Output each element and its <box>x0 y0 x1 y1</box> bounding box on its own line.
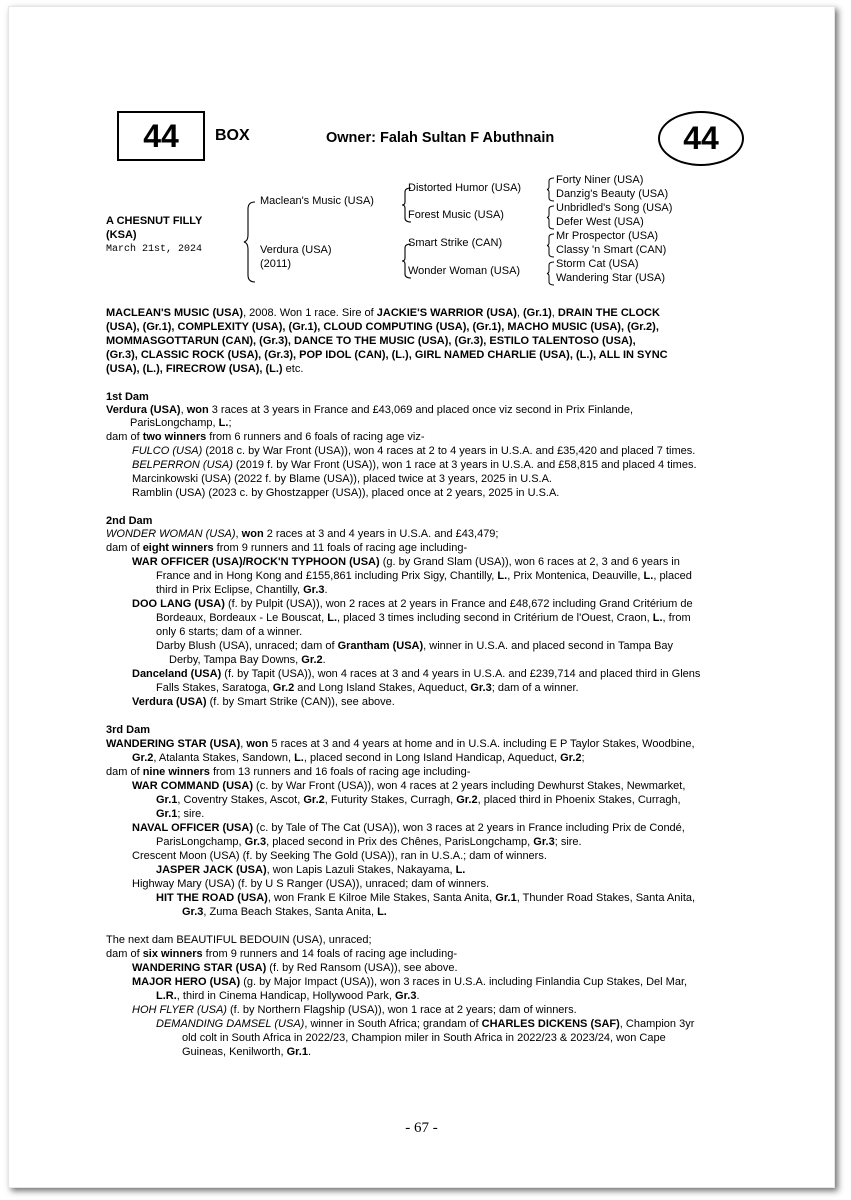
pedigree-g3-1: Forty Niner (USA) <box>556 174 644 186</box>
pedigree-dam: Verdura (USA) <box>260 244 332 256</box>
sire-line-4: (Gr.3), CLASSIC ROCK (USA), (Gr.3), POP IDOL (CAN), (L.), GIRL NAMED CHARLIE (USA), (L.), ALL IN SYNC <box>106 349 668 361</box>
next-dam-wandering-star: WANDERING STAR (USA) (f. by Red Ransom (USA)), see above. <box>132 962 458 974</box>
next-dam-line-1: The next dam BEAUTIFUL BEDOUIN (USA), unraced; <box>106 934 372 946</box>
third-dam-highway-mary: Highway Mary (USA) (f. by U S Ranger (USA)), unraced; dam of winners. <box>132 878 490 890</box>
lot-number-box: 44 <box>117 111 205 161</box>
sire-line-1: MACLEAN'S MUSIC (USA), 2008. Won 1 race. Sire of JACKIE'S WARRIOR (USA), (Gr.1), DRAIN THE CLOCK <box>106 307 660 319</box>
pedigree-brace-g2 <box>546 205 556 230</box>
pedigree-g3-8: Wandering Star (USA) <box>556 272 666 284</box>
first-dam-line-2: ParisLongchamp, L.; <box>130 417 232 429</box>
pedigree-sire: Maclean's Music (USA) <box>260 195 374 207</box>
second-dam-doo-lang-1: DOO LANG (USA) (f. by Pulpit (USA)), won 2 races at 2 years in France and £48,672 including Grand Critérium de <box>132 598 693 610</box>
second-dam-doo-lang-3: only 6 starts; dam of a winner. <box>156 626 303 638</box>
pedigree-sire-dam: Forest Music (USA) <box>408 209 504 221</box>
second-dam-line-1: WONDER WOMAN (USA), won 2 races at 3 and 4 years in U.S.A. and £43,479; <box>106 528 499 540</box>
pedigree-sire-sire: Distorted Humor (USA) <box>408 182 522 194</box>
next-dam-major-hero-1: MAJOR HERO (USA) (g. by Major Impact (USA)), won 3 races in U.S.A. including Finlandia Cup Stakes, Del Mar, <box>132 976 688 988</box>
third-dam-produce-intro: dam of nine winners from 13 runners and 16 foals of racing age including- <box>106 766 471 778</box>
third-dam-hit-the-road-2: Gr.3, Zuma Beach Stakes, Santa Anita, L. <box>182 906 387 918</box>
second-dam-war-officer-1: WAR OFFICER (USA)/ROCK'N TYPHOON (USA) (g. by Grand Slam (USA)), won 6 races at 2, 3 and 6 years in <box>132 556 680 568</box>
first-dam-produce-3: Marcinkowski (USA) (2022 f. by Blame (USA)), placed twice at 3 years, 2025 in U.S.A. <box>132 473 552 485</box>
second-dam-produce-intro: dam of eight winners from 9 runners and 11 foals of racing age including- <box>106 542 468 554</box>
third-dam-naval-officer-1: NAVAL OFFICER (USA) (c. by Tale of The Cat (USA)), won 3 races at 2 years in France including Prix de Condé, <box>132 822 685 834</box>
second-dam-darby-blush-1: Darby Blush (USA), unraced; dam of Grantham (USA), winner in U.S.A. and placed second in Tampa Bay <box>156 640 674 652</box>
third-dam-war-command-1: WAR COMMAND (USA) (c. by War Front (USA)), won 4 races at 2 years including Dewhurst Stakes, Newmarket, <box>132 780 686 792</box>
second-dam-danceland-1: Danceland (USA) (f. by Tapit (USA)), won 4 races at 3 and 4 years in U.S.A. and £239,714 and placed third in Glens <box>132 668 701 680</box>
second-dam-doo-lang-2: Bordeaux, Bordeaux - Le Bouscat, L., placed 3 times including second in Critérium de l'Ouest, Craon, L., from <box>156 612 691 624</box>
first-dam-produce-intro: dam of two winners from 6 runners and 6 foals of racing age viz- <box>106 431 425 443</box>
next-dam-major-hero-2: L.R., third in Cinema Handicap, Hollywood Park, Gr.3. <box>156 990 420 1002</box>
horse-foaling-date: March 21st, 2024 <box>106 244 203 255</box>
third-dam-war-command-3: Gr.1; sire. <box>156 808 205 820</box>
horse-description: A CHESNUT FILLY <box>106 215 203 227</box>
pedigree-g3-3: Unbridled's Song (USA) <box>556 202 673 214</box>
next-dam-hoh-flyer: HOH FLYER (USA) (f. by Northern Flagship (USA)), won 1 race at 2 years; dam of winners. <box>132 1004 577 1016</box>
pedigree-brace-g1 <box>546 177 556 202</box>
horse-country: (KSA) <box>106 229 137 241</box>
next-dam-demanding-damsel-3: Guineas, Kenilworth, Gr.1. <box>182 1046 312 1058</box>
first-dam-line-1: Verdura (USA), won 3 races at 3 years in France and £43,069 and placed once viz second in Prix Finlande, <box>106 404 634 416</box>
first-dam-heading: 1st Dam <box>106 391 149 403</box>
pedigree-g3-2: Danzig's Beauty (USA) <box>556 188 669 200</box>
pedigree-g3-7: Storm Cat (USA) <box>556 258 639 270</box>
first-dam-produce-2: BELPERRON (USA) (2019 f. by War Front (USA)), won 1 race at 3 years in U.S.A. and £58,815 and placed 4 times. <box>132 459 697 471</box>
first-dam-produce-1: FULCO (USA) (2018 c. by War Front (USA)), won 4 races at 2 to 4 years in U.S.A. and £35,420 and placed 7 times. <box>132 445 696 457</box>
pedigree-g3-5: Mr Prospector (USA) <box>556 230 659 242</box>
second-dam-danceland-2: Falls Stakes, Saratoga, Gr.2 and Long Island Stakes, Aqueduct, Gr.3; dam of a winner. <box>156 682 579 694</box>
owner-name: Owner: Falah Sultan F Abuthnain <box>326 130 555 146</box>
pedigree-g3-4: Defer West (USA) <box>556 216 644 228</box>
lot-number-oval: 44 <box>658 111 744 166</box>
pedigree-dam-sire: Smart Strike (CAN) <box>408 237 503 249</box>
second-dam-war-officer-3: third in Prix Eclipse, Chantilly, Gr.3. <box>156 584 328 596</box>
third-dam-war-command-2: Gr.1, Coventry Stakes, Ascot, Gr.2, Futurity Stakes, Curragh, Gr.2, placed third in Phoenix Stakes, Curragh, <box>156 794 681 806</box>
next-dam-demanding-damsel-1: DEMANDING DAMSEL (USA), winner in South Africa; grandam of CHARLES DICKENS (SAF), Champion 3yr <box>156 1018 695 1030</box>
third-dam-heading: 3rd Dam <box>106 724 151 736</box>
sire-line-3: MOMMASGOTTARUN (CAN), (Gr.3), DANCE TO THE MUSIC (USA), (Gr.3), ESTILO TALENTOSO (USA), <box>106 335 636 347</box>
third-dam-line-2: Gr.2, Atalanta Stakes, Sandown, L., placed second in Long Island Handicap, Aqueduct, Gr.2; <box>132 752 585 764</box>
third-dam-hit-the-road-1: HIT THE ROAD (USA), won Frank E Kilroe Mile Stakes, Santa Anita, Gr.1, Thunder Road Stakes, Santa Anita, <box>156 892 696 904</box>
first-dam-produce-4: Ramblin (USA) (2023 c. by Ghostzapper (USA)), placed once at 2 years, 2025 in U.S.A. <box>132 487 560 499</box>
sire-line-2: (USA), (Gr.1), COMPLEXITY (USA), (Gr.1), CLOUD COMPUTING (USA), (Gr.1), MACHO MUSIC (USA), (Gr.2), <box>106 321 659 333</box>
next-dam-demanding-damsel-2: old colt in South Africa in 2022/23, Champion miler in South Africa in 2022/23 & 2023/24, won Cape <box>182 1032 666 1044</box>
next-dam-produce-intro: dam of six winners from 9 runners and 14 foals of racing age including- <box>106 948 457 960</box>
page-number: - 67 - <box>405 1120 438 1136</box>
pedigree-dam-dam: Wonder Woman (USA) <box>408 265 521 277</box>
third-dam-naval-officer-2: ParisLongchamp, Gr.3, placed second in Prix des Chênes, ParisLongchamp, Gr.3; sire. <box>156 836 582 848</box>
sire-line-5: (USA), (L.), FIRECROW (USA), (L.) etc. <box>106 363 304 375</box>
catalogue-page <box>8 6 835 1188</box>
third-dam-jasper-jack: JASPER JACK (USA), won Lapis Lazuli Stakes, Nakayama, L. <box>156 864 466 876</box>
second-dam-heading: 2nd Dam <box>106 515 153 527</box>
second-dam-darby-blush-2: Derby, Tampa Bay Downs, Gr.2. <box>169 654 326 666</box>
pedigree-brace-g3 <box>546 233 556 258</box>
pedigree-brace-g4 <box>546 261 556 286</box>
pedigree-g3-6: Classy 'n Smart (CAN) <box>556 244 667 256</box>
box-label: BOX <box>215 127 250 144</box>
pedigree-dam-year: (2011) <box>260 258 291 270</box>
second-dam-war-officer-2: France and in Hong Kong and £155,861 including Prix Sigy, Chantilly, L., Prix Montenica, Deauville, L., placed <box>156 570 692 582</box>
third-dam-line-1: WANDERING STAR (USA), won 5 races at 3 and 4 years at home and in U.S.A. including E P Taylor Stakes, Woodbine, <box>106 738 695 750</box>
pedigree-brace-main <box>243 201 257 283</box>
second-dam-verdura: Verdura (USA) (f. by Smart Strike (CAN)), see above. <box>132 696 395 708</box>
third-dam-crescent-moon: Crescent Moon (USA) (f. by Seeking The Gold (USA)), ran in U.S.A.; dam of winners. <box>132 850 547 862</box>
